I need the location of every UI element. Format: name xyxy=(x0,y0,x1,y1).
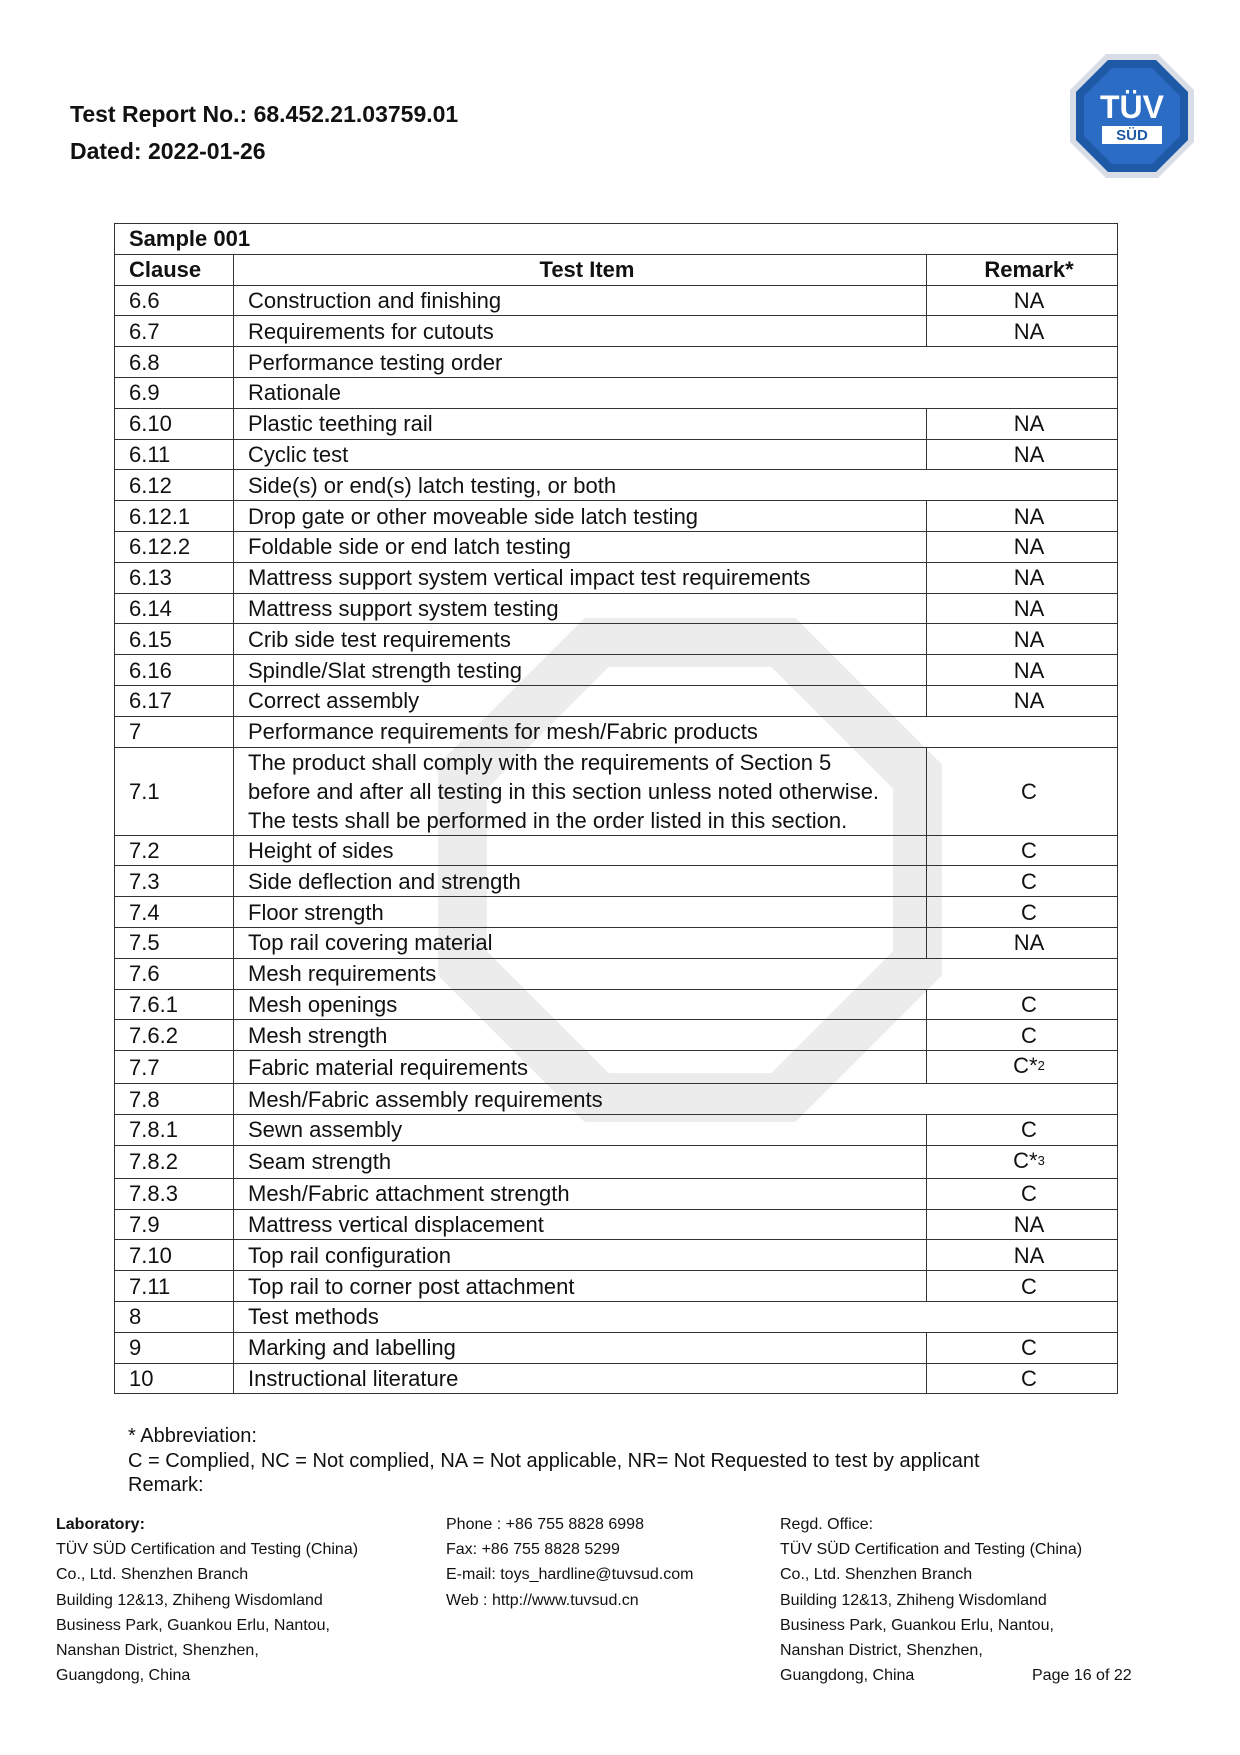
logo-text-top: TÜV xyxy=(1100,89,1164,125)
remark-value: NA xyxy=(1013,626,1045,652)
test-item-cell: Requirements for cutouts xyxy=(234,316,927,347)
test-item-cell: Mattress vertical displacement xyxy=(234,1209,927,1240)
test-item-cell: Floor strength xyxy=(234,897,927,928)
report-header xyxy=(70,96,458,170)
laboratory-line: Building 12&13, Zhiheng Wisdomland xyxy=(56,1591,323,1609)
clause-cell: 6.13 xyxy=(115,562,234,593)
test-item-line: before and after all testing in this section unless noted otherwise. xyxy=(248,778,880,804)
remark-footnote: 3 xyxy=(1037,1152,1045,1168)
clause-cell: 6.17 xyxy=(115,685,234,716)
remark-cell xyxy=(927,1051,1118,1084)
clause-cell: 6.9 xyxy=(115,377,234,408)
clause-cell: 7.11 xyxy=(115,1271,234,1302)
clause-cell: 6.16 xyxy=(115,655,234,686)
clause-cell: 7.7 xyxy=(115,1051,234,1084)
laboratory-line: Co., Ltd. Shenzhen Branch xyxy=(56,1566,249,1584)
remark-cell xyxy=(927,747,1118,835)
test-item-cell: Plastic teething rail xyxy=(234,408,927,439)
test-item-cell: Side deflection and strength xyxy=(234,866,927,897)
test-item-cell: Drop gate or other moveable side latch testing xyxy=(234,501,927,532)
test-item-cell: Fabric material requirements xyxy=(234,1051,927,1084)
laboratory-line: Business Park, Guankou Erlu, Nantou, xyxy=(56,1616,330,1634)
test-item-cell: Mesh/Fabric attachment strength xyxy=(234,1178,927,1209)
clause-cell: 8 xyxy=(115,1301,234,1332)
table-row xyxy=(115,1020,1118,1051)
clause-cell: 10 xyxy=(115,1363,234,1394)
remark-value: NA xyxy=(1013,688,1045,714)
office-title: Regd. Office: xyxy=(780,1516,874,1533)
remark-value: C xyxy=(1021,837,1037,863)
table-row xyxy=(115,347,1118,378)
clause-cell: 6.6 xyxy=(115,285,234,316)
remark-value: NA xyxy=(1013,503,1045,529)
table-row xyxy=(115,927,1118,958)
clause-cell: 6.12 xyxy=(115,470,234,501)
table-row xyxy=(115,1332,1118,1363)
remark-value: NA xyxy=(1013,1242,1045,1268)
remark-cell xyxy=(927,1114,1118,1145)
table-row xyxy=(115,958,1118,989)
footer-contact xyxy=(446,1512,693,1613)
test-item-cell: Mattress support system vertical impact test requirements xyxy=(234,562,927,593)
remark-value: NA xyxy=(1013,441,1045,467)
table-row xyxy=(115,562,1118,593)
office-line: Co., Ltd. Shenzhen Branch xyxy=(780,1566,973,1584)
contact-email: E-mail: toys_hardline@tuvsud.com xyxy=(446,1566,694,1584)
table-row xyxy=(115,1271,1118,1302)
remark-cell xyxy=(927,1209,1118,1240)
remark-value: C xyxy=(1021,1273,1037,1299)
remark-cell xyxy=(927,927,1118,958)
clause-cell: 7.5 xyxy=(115,927,234,958)
remark-value: NA xyxy=(1013,930,1045,956)
office-line: Building 12&13, Zhiheng Wisdomland xyxy=(780,1591,1047,1609)
test-item-cell: Top rail covering material xyxy=(234,927,927,958)
table-row xyxy=(115,593,1118,624)
remark-cell xyxy=(927,408,1118,439)
clause-cell: 6.7 xyxy=(115,316,234,347)
test-item-cell xyxy=(234,747,927,835)
test-item-cell: Crib side test requirements xyxy=(234,624,927,655)
test-item-cell: Marking and labelling xyxy=(234,1332,927,1363)
clause-cell: 7.6.2 xyxy=(115,1020,234,1051)
remark-cell xyxy=(927,655,1118,686)
clause-cell: 7.8 xyxy=(115,1084,234,1115)
office-line: Business Park, Guankou Erlu, Nantou, xyxy=(780,1616,1054,1634)
remark-value: NA xyxy=(1013,657,1045,683)
clause-cell: 7.2 xyxy=(115,835,234,866)
table-row xyxy=(115,897,1118,928)
remark-value: NA xyxy=(1013,287,1045,313)
table-row xyxy=(115,747,1118,835)
remark-value: C xyxy=(1021,899,1037,925)
test-item-cell: Top rail to corner post attachment xyxy=(234,1271,927,1302)
remark-cell xyxy=(927,1271,1118,1302)
remark-value: C xyxy=(1021,991,1037,1017)
clause-cell: 7.4 xyxy=(115,897,234,928)
clause-cell: 7.6 xyxy=(115,958,234,989)
test-items-table xyxy=(114,223,1118,1394)
test-item-cell: Test methods xyxy=(234,1301,1118,1332)
footer-office xyxy=(780,1512,1082,1688)
test-item-cell: Construction and finishing xyxy=(234,285,927,316)
test-item-cell: Mesh openings xyxy=(234,989,927,1020)
remark-cell xyxy=(927,835,1118,866)
table-row xyxy=(115,1051,1118,1084)
table-row xyxy=(115,285,1118,316)
remark-cell xyxy=(927,624,1118,655)
clause-cell: 7.3 xyxy=(115,866,234,897)
laboratory-line: Guangdong, China xyxy=(56,1667,191,1685)
table-row xyxy=(115,866,1118,897)
remark-value: C xyxy=(1021,1365,1037,1391)
table-header-row xyxy=(115,254,1118,285)
remark-value: C xyxy=(1021,1335,1037,1361)
contact-web: Web : http://www.tuvsud.cn xyxy=(446,1591,639,1609)
clause-cell: 7.8.1 xyxy=(115,1114,234,1145)
test-item-cell: Foldable side or end latch testing xyxy=(234,531,927,562)
test-item-cell: Rationale xyxy=(234,377,1118,408)
table-row xyxy=(115,1178,1118,1209)
office-line: Nanshan District, Shenzhen, xyxy=(780,1642,983,1660)
page-number: Page 16 of 22 xyxy=(1032,1667,1132,1684)
test-item-cell: Sewn assembly xyxy=(234,1114,927,1145)
test-item-cell: Top rail configuration xyxy=(234,1240,927,1271)
remark-cell xyxy=(927,685,1118,716)
table-row xyxy=(115,655,1118,686)
office-line: Guangdong, China xyxy=(780,1667,915,1685)
clause-cell: 6.15 xyxy=(115,624,234,655)
contact-phone: Phone : +86 755 8828 6998 xyxy=(446,1516,644,1533)
remark-value: NA xyxy=(1013,565,1045,591)
table-row xyxy=(115,377,1118,408)
table-row xyxy=(115,501,1118,532)
remark-cell xyxy=(927,989,1118,1020)
clause-cell: 9 xyxy=(115,1332,234,1363)
clause-cell: 7.8.3 xyxy=(115,1178,234,1209)
table-row xyxy=(115,1363,1118,1394)
clause-cell: 6.11 xyxy=(115,439,234,470)
remark-value: NA xyxy=(1013,534,1045,560)
footer-laboratory xyxy=(56,1512,358,1688)
table-row xyxy=(115,439,1118,470)
remark-value: C* xyxy=(1013,1053,1038,1079)
table-row xyxy=(115,989,1118,1020)
test-item-cell: Instructional literature xyxy=(234,1363,927,1394)
remark-cell xyxy=(927,1020,1118,1051)
remark-value: C xyxy=(1021,1181,1037,1207)
contact-fax: Fax: +86 755 8828 5299 xyxy=(446,1541,620,1559)
tuv-sud-logo xyxy=(1068,52,1196,180)
remark-cell xyxy=(927,1178,1118,1209)
remark-cell xyxy=(927,285,1118,316)
clause-cell: 6.10 xyxy=(115,408,234,439)
test-item-cell: Mattress support system testing xyxy=(234,593,927,624)
remark-cell xyxy=(927,866,1118,897)
header-clause: Clause xyxy=(115,254,234,285)
remark-value: NA xyxy=(1013,595,1045,621)
table-row xyxy=(115,531,1118,562)
laboratory-line: TÜV SÜD Certification and Testing (China) xyxy=(56,1541,359,1559)
notes xyxy=(128,1424,980,1498)
clause-cell: 7.6.1 xyxy=(115,989,234,1020)
remark-cell xyxy=(927,1332,1118,1363)
clause-cell: 7.10 xyxy=(115,1240,234,1271)
test-item-cell: Height of sides xyxy=(234,835,927,866)
test-item-cell: Mesh/Fabric assembly requirements xyxy=(234,1084,1118,1115)
test-item-line: The product shall comply with the requirements of Section 5 xyxy=(248,749,832,775)
table-row xyxy=(115,1240,1118,1271)
remark-cell xyxy=(927,531,1118,562)
remark-value: NA xyxy=(1013,1211,1045,1237)
test-item-cell: Correct assembly xyxy=(234,685,927,716)
remark-value: C* xyxy=(1013,1147,1038,1173)
remark-cell xyxy=(927,316,1118,347)
table-row xyxy=(115,624,1118,655)
clause-cell: 6.12.2 xyxy=(115,531,234,562)
test-item-cell: Cyclic test xyxy=(234,439,927,470)
table-row xyxy=(115,470,1118,501)
remark-cell xyxy=(927,1240,1118,1271)
test-item-cell: Seam strength xyxy=(234,1145,927,1178)
report-number: Test Report No.: 68.452.21.03759.01 xyxy=(70,101,459,127)
clause-cell: 7.9 xyxy=(115,1209,234,1240)
test-item-cell: Mesh strength xyxy=(234,1020,927,1051)
report-date: Dated: 2022-01-26 xyxy=(70,138,266,164)
logo-text-bottom: SÜD xyxy=(1116,127,1148,144)
remark-cell xyxy=(927,501,1118,532)
remark-cell xyxy=(927,1363,1118,1394)
header-remark: Remark* xyxy=(927,254,1118,285)
table-row xyxy=(115,716,1118,747)
clause-cell: 7.1 xyxy=(115,747,234,835)
remark-value: NA xyxy=(1013,318,1045,344)
abbreviation-legend: C = Complied, NC = Not complied, NA = Not applicable, NR= Not Requested to test by applicant xyxy=(128,1449,980,1472)
table-row xyxy=(115,1301,1118,1332)
test-item-cell: Performance testing order xyxy=(234,347,1118,378)
table-row xyxy=(115,835,1118,866)
clause-cell: 6.14 xyxy=(115,593,234,624)
remark-value: C xyxy=(1021,1117,1037,1143)
remark-footnote: 2 xyxy=(1037,1058,1045,1074)
table-row xyxy=(115,408,1118,439)
table-row xyxy=(115,1114,1118,1145)
abbreviation-title: * Abbreviation: xyxy=(128,1425,257,1447)
remark-value: C xyxy=(1021,1022,1037,1048)
remark-cell xyxy=(927,562,1118,593)
table-row xyxy=(115,1209,1118,1240)
remark-cell xyxy=(927,593,1118,624)
remark-cell xyxy=(927,897,1118,928)
test-item-cell: Mesh requirements xyxy=(234,958,1118,989)
table-row xyxy=(115,1084,1118,1115)
test-item-cell: Spindle/Slat strength testing xyxy=(234,655,927,686)
laboratory-title: Laboratory: xyxy=(56,1516,145,1533)
table-row xyxy=(115,1145,1118,1178)
remark-value: C xyxy=(1021,868,1037,894)
remark-cell xyxy=(927,439,1118,470)
test-item-cell: Performance requirements for mesh/Fabric products xyxy=(234,716,1118,747)
test-item-cell: Side(s) or end(s) latch testing, or both xyxy=(234,470,1118,501)
table-row xyxy=(115,685,1118,716)
office-line: TÜV SÜD Certification and Testing (China) xyxy=(780,1541,1083,1559)
clause-cell: 7.8.2 xyxy=(115,1145,234,1178)
test-item-line: The tests shall be performed in the order listed in this section. xyxy=(248,807,848,833)
remark-value: C xyxy=(1021,778,1037,804)
header-test-item: Test Item xyxy=(234,254,927,285)
table-row xyxy=(115,316,1118,347)
remark-cell xyxy=(927,1145,1118,1178)
sample-label: Sample 001 xyxy=(115,224,1118,255)
laboratory-line: Nanshan District, Shenzhen, xyxy=(56,1642,259,1660)
remark-value: NA xyxy=(1013,411,1045,437)
clause-cell: 7 xyxy=(115,716,234,747)
remark-label: Remark: xyxy=(128,1474,204,1496)
clause-cell: 6.8 xyxy=(115,347,234,378)
clause-cell: 6.12.1 xyxy=(115,501,234,532)
